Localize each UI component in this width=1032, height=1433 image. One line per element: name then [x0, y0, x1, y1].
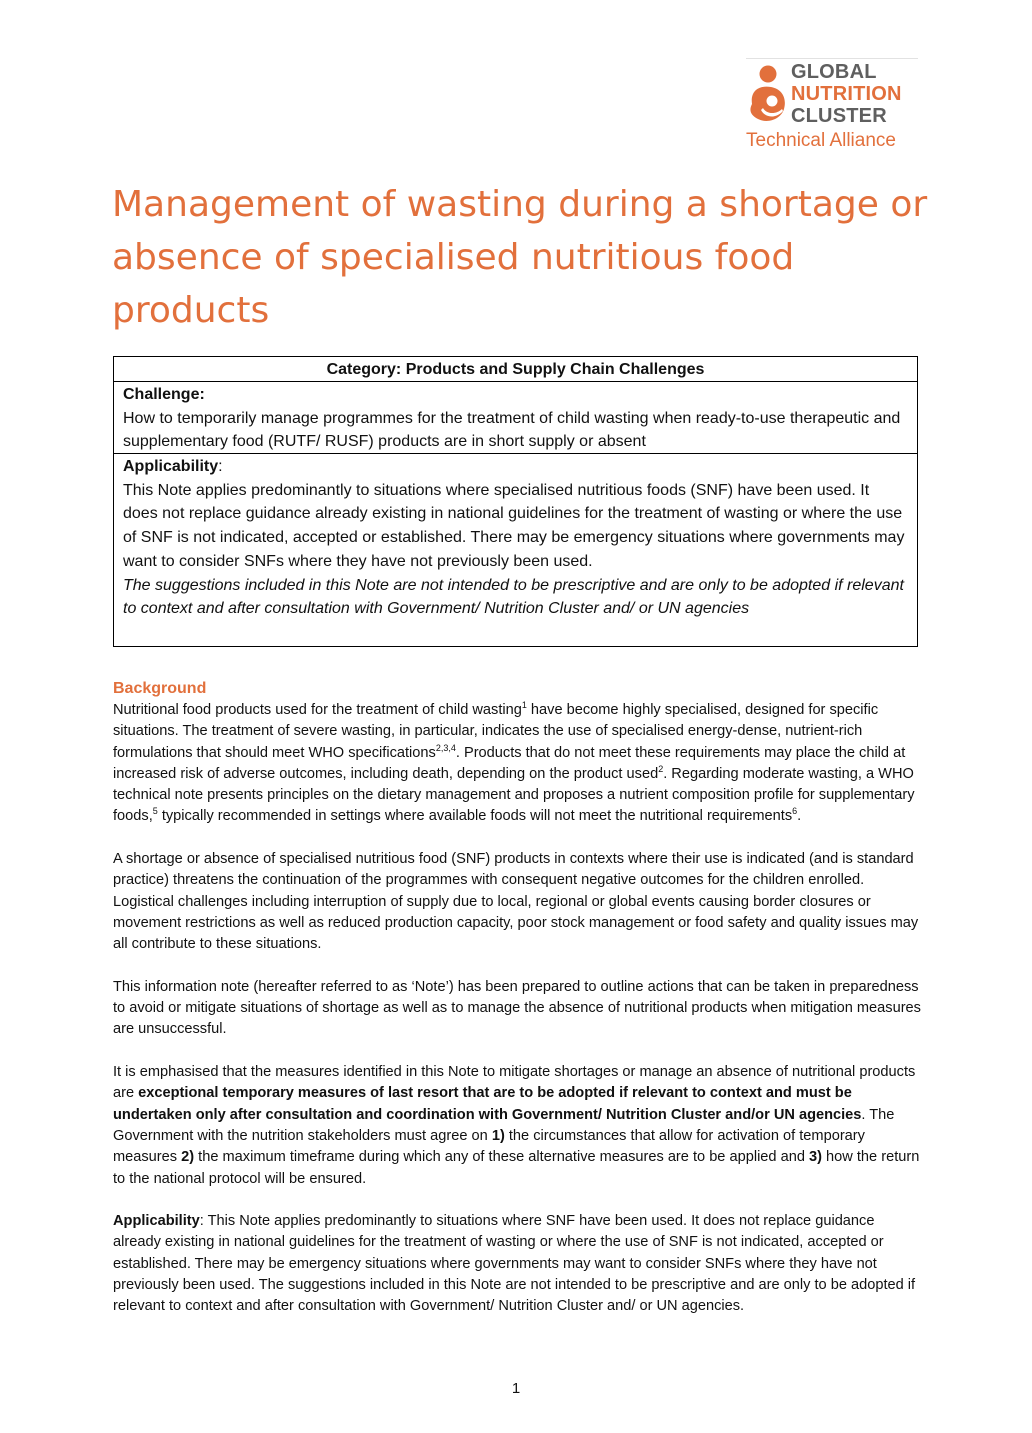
challenge-label: Challenge: [123, 386, 205, 403]
applicability-disclaimer: The suggestions included in this Note are not intended to be prescriptive and are only to be adopted if relevant to context and after consultation with Government/ Nutrition Cluster and/ or UN agencies [123, 576, 904, 618]
background-paragraph-5 [113, 1211, 925, 1317]
p1-text-c: . Products that do not meet these requirements may place the child at increased risk of adverse outcomes, including death, depending on the product used [113, 744, 906, 782]
p5-text: : This Note applies predominantly to situations where SNF have been used. It does not replace guidance already existing in national guidelines for the treatment of wasting or where the use of SNF is not indicated, accepted or established. There may be emergency situations where governments may want to consider SNFs where they have not previously been used. The suggestions included in this Note are not intended to be prescriptive and are only to be adopted if relevant to context and after consultation with Government/ Nutrition Cluster and/ or UN agencies. [113, 1213, 916, 1315]
background-paragraph-4 [113, 1062, 925, 1190]
challenge-text: How to temporarily manage programmes for the treatment of child wasting when ready-to-use therapeutic and supplementary food (RUTF/ RUSF) products are in short supply or absent [123, 409, 901, 451]
page-number: 1 [511, 1380, 521, 1397]
p1-text-e: typically recommended in settings where available foods will not meet the nutritional requirements [157, 808, 793, 825]
footnote-ref: 1 [521, 700, 527, 711]
footnote-ref: 6 [792, 806, 798, 817]
background-paragraph-3: This information note (hereafter referred to as ‘Note’) has been prepared to outline actions that can be taken in preparedness to avoid or mitigate situations of shortage as well as to manage the absence of nutritional products when mitigation measures are unsuccessful. [113, 978, 921, 1038]
category-row: Category: Products and Supply Chain Challenges [114, 357, 917, 382]
p4-text-a: It is emphasised that the measures identified in this Note to mitigate shortages or manage an absence of nutritional products are [113, 1064, 916, 1102]
challenge-row [114, 382, 917, 454]
logo-text-global: GLOBAL [791, 61, 877, 83]
applicability-label: Applicability [123, 458, 219, 475]
p4-text-c: . The Government with the nutrition stakeholders must agree on [113, 1106, 895, 1144]
p1-text-d: . Regarding moderate wasting, a WHO technical note presents principles on the dietary management and proposes a nutrient composition profile for supplementary foods, [113, 765, 915, 825]
footnote-ref: 2 [658, 764, 664, 775]
document-title: Management of wasting during a shortage or absence of specialised nutritious food products [112, 184, 928, 331]
p4-text-d: the circumstances that allow for activation of temporary measures [113, 1127, 865, 1166]
background-section [113, 678, 925, 1339]
logo-text-nutrition: NUTRITION [791, 83, 902, 105]
logo-divider [746, 58, 918, 59]
summary-box [113, 356, 918, 647]
p1-text-b: have become highly specialised, designed for specific situations. The treatment of severe wasting, in particular, indicates the use of specialised energy-dense, nutrient-rich formulations that should meet WHO specifications [113, 702, 879, 761]
background-heading: Background [113, 680, 207, 697]
p1-text-f: . [797, 808, 802, 825]
p4-text-e: the maximum timeframe during which any of these alternative measures are to be applied and [194, 1149, 810, 1166]
background-paragraph-2: A shortage or absence of specialised nutritious food (SNF) products in contexts where their use is indicated (and is standard practice) threatens the continuation of the programmes with consequent negative outcomes for the children enrolled. Logistical challenges including interruption of supply due to local, regional or global events causing border closures or movement restrictions as well as reduced production capacity, poor stock management or food safety and quality issues may all contribute to these situations. [113, 851, 919, 953]
p4-emphasis: exceptional temporary measures of last resort that are to be adopted if relevant to context and must be undertaken only after consultation and coordination with Government/ Nutrition Cluster and/or UN agencies [113, 1085, 862, 1123]
logo-text-cluster: CLUSTER [791, 105, 887, 127]
logo-subtitle: Technical Alliance [746, 130, 896, 151]
p1-text-a: Nutritional food products used for the treatment of child wasting [113, 702, 522, 718]
p4-number-1: 1) [491, 1127, 505, 1144]
applicability-text: This Note applies predominantly to situations where specialised nutritious foods (SNF) have been used. It does not replace guidance already existing in national guidelines for the treatment of wasting or where the use of SNF is not indicated, accepted or established. There may be emergency situations where governments may want to consider SNFs where they have not previously been used. [123, 481, 905, 570]
p4-number-3: 3) [809, 1149, 822, 1166]
footnote-ref: 5 [152, 806, 158, 817]
mother-child-icon [746, 64, 792, 126]
footnote-ref: 2,3,4 [435, 742, 456, 753]
p5-applicability-label: Applicability [113, 1213, 200, 1230]
background-paragraph-1 [113, 700, 925, 828]
p4-text-f: how the return to the national protocol will be ensured. [113, 1149, 920, 1187]
p4-number-2: 2) [181, 1149, 195, 1166]
applicability-colon: : [218, 458, 223, 475]
applicability-row [114, 454, 917, 621]
gnc-logo [744, 58, 920, 154]
applicability-heading [123, 455, 908, 479]
